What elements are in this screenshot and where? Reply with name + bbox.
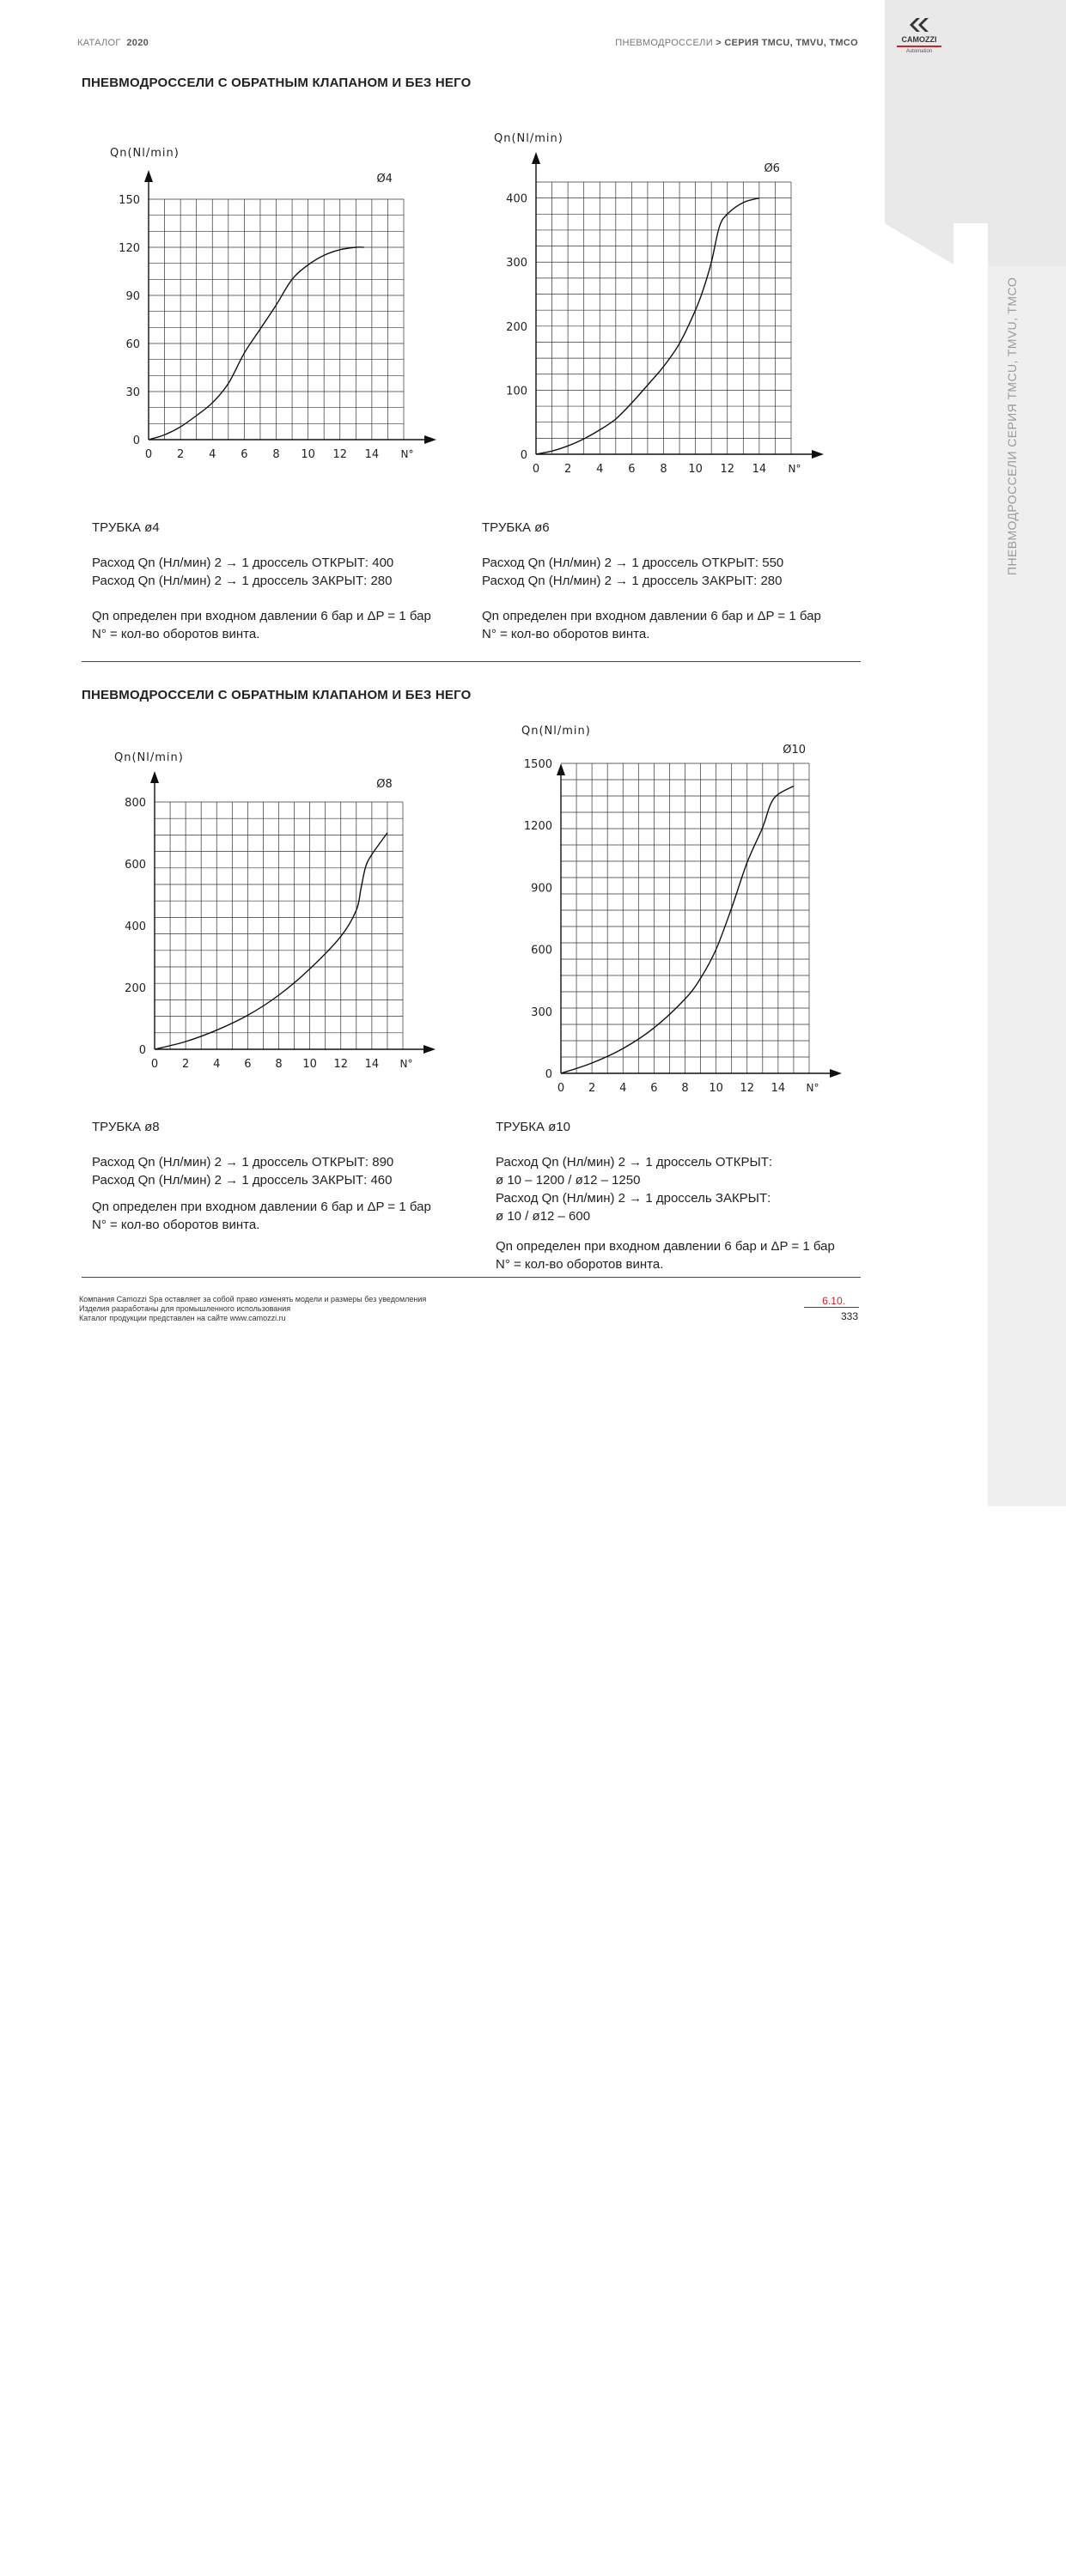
description-title: ТРУБКА ø4 <box>92 520 160 535</box>
x-tick-label: 6 <box>650 1082 658 1095</box>
x-tick-label: 12 <box>720 463 735 476</box>
chart-grid <box>149 199 404 440</box>
x-tick-label: 14 <box>364 1058 380 1071</box>
y-axis-label: Qn(Nl/min) <box>521 725 591 738</box>
y-tick-label: 300 <box>506 257 527 270</box>
x-tick-label: 14 <box>771 1082 786 1095</box>
series-label: Ø8 <box>376 778 393 791</box>
y-tick-label: 600 <box>125 859 146 872</box>
flow-chart-4mm <box>94 137 464 481</box>
pressure-note: Qn определен при входном давлении 6 бар и ΔP = 1 бар <box>92 1200 431 1214</box>
y-tick-label: 400 <box>506 192 527 206</box>
y-axis-arrow <box>532 152 540 164</box>
y-tick-label: 30 <box>125 386 140 399</box>
pressure-note: Qn определен при входном давлении 6 бар и ΔP = 1 бар <box>482 609 821 623</box>
series-label: Ø4 <box>376 173 393 185</box>
y-tick-label: 400 <box>125 920 146 933</box>
flow-chart-8mm <box>99 743 468 1078</box>
flow-closed-text: Расход Qn (Нл/мин) 2 → 1 дроссель ЗАКРЫТ: <box>496 1191 771 1206</box>
flow-open-text: Расход Qn (Нл/мин) 2 → 1 дроссель ОТКРЫТ: 400 <box>92 556 394 570</box>
x-tick-label: 12 <box>332 448 348 461</box>
y-axis-label: Qn(Nl/min) <box>110 147 180 160</box>
x-tick-label: 8 <box>272 448 280 461</box>
description-tube-4 <box>92 519 431 660</box>
page-number: 333 <box>840 1310 858 1322</box>
y-tick-label: 150 <box>119 194 140 207</box>
breadcrumb-section[interactable]: ПНЕВМОДРОССЕЛИ <box>615 38 713 48</box>
footer-notes <box>79 1295 426 1323</box>
y-tick-label: 200 <box>125 982 146 995</box>
y-axis-arrow <box>144 170 153 182</box>
x-tick-label: 6 <box>241 448 248 461</box>
x-tick-label: 10 <box>709 1082 723 1095</box>
y-tick-label: 90 <box>125 290 140 303</box>
y-axis-label: Qn(Nl/min) <box>494 132 563 145</box>
section-number: 6.10. <box>822 1295 845 1307</box>
breadcrumb-series[interactable]: СЕРИЯ TMCU, TMVU, TMCO <box>724 38 858 48</box>
x-tick-label: 4 <box>619 1082 627 1095</box>
flow-curve <box>561 786 794 1073</box>
x-tick-label: 14 <box>752 463 767 476</box>
brand-accent-line <box>897 46 941 47</box>
x-tick-label: 2 <box>181 1058 190 1071</box>
x-tick-label: 8 <box>275 1058 283 1071</box>
y-axis-label: Qn(Nl/min) <box>114 751 184 764</box>
flow-open-text: Расход Qn (Нл/мин) 2 → 1 дроссель ОТКРЫТ: <box>496 1155 773 1170</box>
description-tube-8 <box>92 1118 431 1251</box>
brand-sub: Automation <box>905 49 933 54</box>
chart-grid <box>561 763 809 1073</box>
chart-grid <box>536 182 791 454</box>
x-tick-label: 2 <box>563 463 572 476</box>
x-axis-label: N° <box>399 1058 413 1070</box>
y-tick-label: 300 <box>531 1005 552 1019</box>
x-tick-label: 6 <box>244 1058 252 1071</box>
x-axis-label: N° <box>788 463 801 475</box>
flow-chart-10mm <box>507 717 876 1103</box>
flow-open-text: Расход Qn (Нл/мин) 2 → 1 дроссель ОТКРЫТ: 550 <box>482 556 784 570</box>
pressure-note: Qn определен при входном давлении 6 бар и ΔP = 1 бар <box>496 1239 835 1254</box>
x-tick-label: 8 <box>660 463 667 476</box>
description-title: ТРУБКА ø6 <box>482 520 550 535</box>
camozzi-logo-icon <box>908 17 930 33</box>
catalog-label: КАТАЛОГ 2020 <box>77 38 149 48</box>
breadcrumb <box>614 38 858 48</box>
x-axis-arrow <box>424 435 436 444</box>
y-tick-label: 800 <box>125 797 146 810</box>
footer-note-line: Каталог продукции представлен на сайте www.camozzi.ru <box>79 1314 286 1322</box>
page-number-rule <box>804 1307 859 1308</box>
turns-note: N° = кол-во оборотов винта. <box>482 627 650 641</box>
y-tick-label: 200 <box>506 320 527 334</box>
flow-chart-6mm <box>485 123 855 492</box>
footer-divider <box>82 1277 861 1278</box>
y-tick-label: 0 <box>138 1044 146 1057</box>
flow-open-text: Расход Qn (Нл/мин) 2 → 1 дроссель ОТКРЫТ: 890 <box>92 1155 394 1170</box>
side-label: ПНЕВМОДРОССЕЛИ СЕРИЯ TMCU, TMVU, TMCO <box>1005 276 1019 575</box>
flow-closed-text: Расход Qn (Нл/мин) 2 → 1 дроссель ЗАКРЫТ: 280 <box>92 574 393 588</box>
x-tick-label: 8 <box>681 1082 689 1095</box>
flow-closed-values: ø 10 / ø12 – 600 <box>496 1209 591 1224</box>
series-label: Ø10 <box>783 744 807 756</box>
x-tick-label: 2 <box>588 1082 596 1095</box>
x-tick-label: 0 <box>150 1058 159 1071</box>
breadcrumb-separator: > <box>716 38 722 48</box>
description-tube-10 <box>496 1118 835 1291</box>
x-tick-label: 2 <box>176 448 185 461</box>
x-axis-arrow <box>423 1045 436 1054</box>
y-tick-label: 900 <box>531 882 552 896</box>
y-tick-label: 120 <box>119 242 140 255</box>
section-title-1: ПНЕВМОДРОССЕЛИ С ОБРАТНЫМ КЛАПАНОМ И БЕЗ НЕГО <box>82 76 472 90</box>
description-title: ТРУБКА ø8 <box>92 1120 160 1134</box>
y-tick-label: 1500 <box>523 758 552 771</box>
x-axis-label: N° <box>400 448 414 460</box>
y-tick-label: 600 <box>531 944 552 957</box>
x-tick-label: 0 <box>144 448 153 461</box>
x-tick-label: 12 <box>740 1082 755 1095</box>
turns-note: N° = кол-во оборотов винта. <box>92 1218 260 1232</box>
side-panel-top <box>988 0 1066 266</box>
turns-note: N° = кол-во оборотов винта. <box>92 627 260 641</box>
section-title-2: ПНЕВМОДРОССЕЛИ С ОБРАТНЫМ КЛАПАНОМ И БЕЗ НЕГО <box>82 688 472 702</box>
x-tick-label: 4 <box>209 448 216 461</box>
brand-logo[interactable] <box>893 17 945 54</box>
x-tick-label: 10 <box>688 463 703 476</box>
y-axis-arrow <box>557 763 565 775</box>
footer-note-line: Изделия разработаны для промышленного использования <box>79 1304 291 1313</box>
description-tube-6 <box>482 519 821 660</box>
x-tick-label: 10 <box>302 1058 317 1071</box>
y-tick-label: 0 <box>545 1068 552 1081</box>
y-axis-arrow <box>150 771 159 783</box>
catalog-year: 2020 <box>126 38 149 48</box>
x-tick-label: 4 <box>213 1058 221 1071</box>
x-tick-label: 0 <box>532 463 540 476</box>
flow-closed-text: Расход Qn (Нл/мин) 2 → 1 дроссель ЗАКРЫТ: 460 <box>92 1173 393 1188</box>
chart-grid <box>155 802 403 1049</box>
turns-note: N° = кол-во оборотов винта. <box>496 1257 664 1272</box>
flow-curve <box>155 833 387 1049</box>
y-tick-label: 100 <box>506 385 527 398</box>
x-tick-label: 4 <box>596 463 604 476</box>
brand-name: CAMOZZI <box>901 35 937 44</box>
x-tick-label: 14 <box>364 448 380 461</box>
x-tick-label: 0 <box>557 1082 565 1095</box>
flow-open-values: ø 10 – 1200 / ø12 – 1250 <box>496 1173 641 1188</box>
flow-closed-text: Расход Qn (Нл/мин) 2 → 1 дроссель ЗАКРЫТ: 280 <box>482 574 783 588</box>
x-axis-arrow <box>812 450 824 459</box>
y-tick-label: 0 <box>132 434 140 447</box>
footer-note-line: Компания Camozzi Spa оставляет за собой право изменять модели и размеры без уведомления <box>79 1295 427 1303</box>
description-title: ТРУБКА ø10 <box>496 1120 570 1134</box>
series-label: Ø6 <box>764 162 780 175</box>
y-tick-label: 1200 <box>523 820 552 834</box>
x-tick-label: 6 <box>628 463 636 476</box>
x-axis-arrow <box>830 1069 842 1078</box>
section-divider <box>82 661 861 662</box>
pressure-note: Qn определен при входном давлении 6 бар и ΔP = 1 бар <box>92 609 431 623</box>
x-tick-label: 10 <box>301 448 315 461</box>
y-tick-label: 60 <box>125 338 140 351</box>
x-axis-label: N° <box>806 1082 819 1094</box>
y-tick-label: 0 <box>520 449 527 462</box>
x-tick-label: 12 <box>333 1058 349 1071</box>
